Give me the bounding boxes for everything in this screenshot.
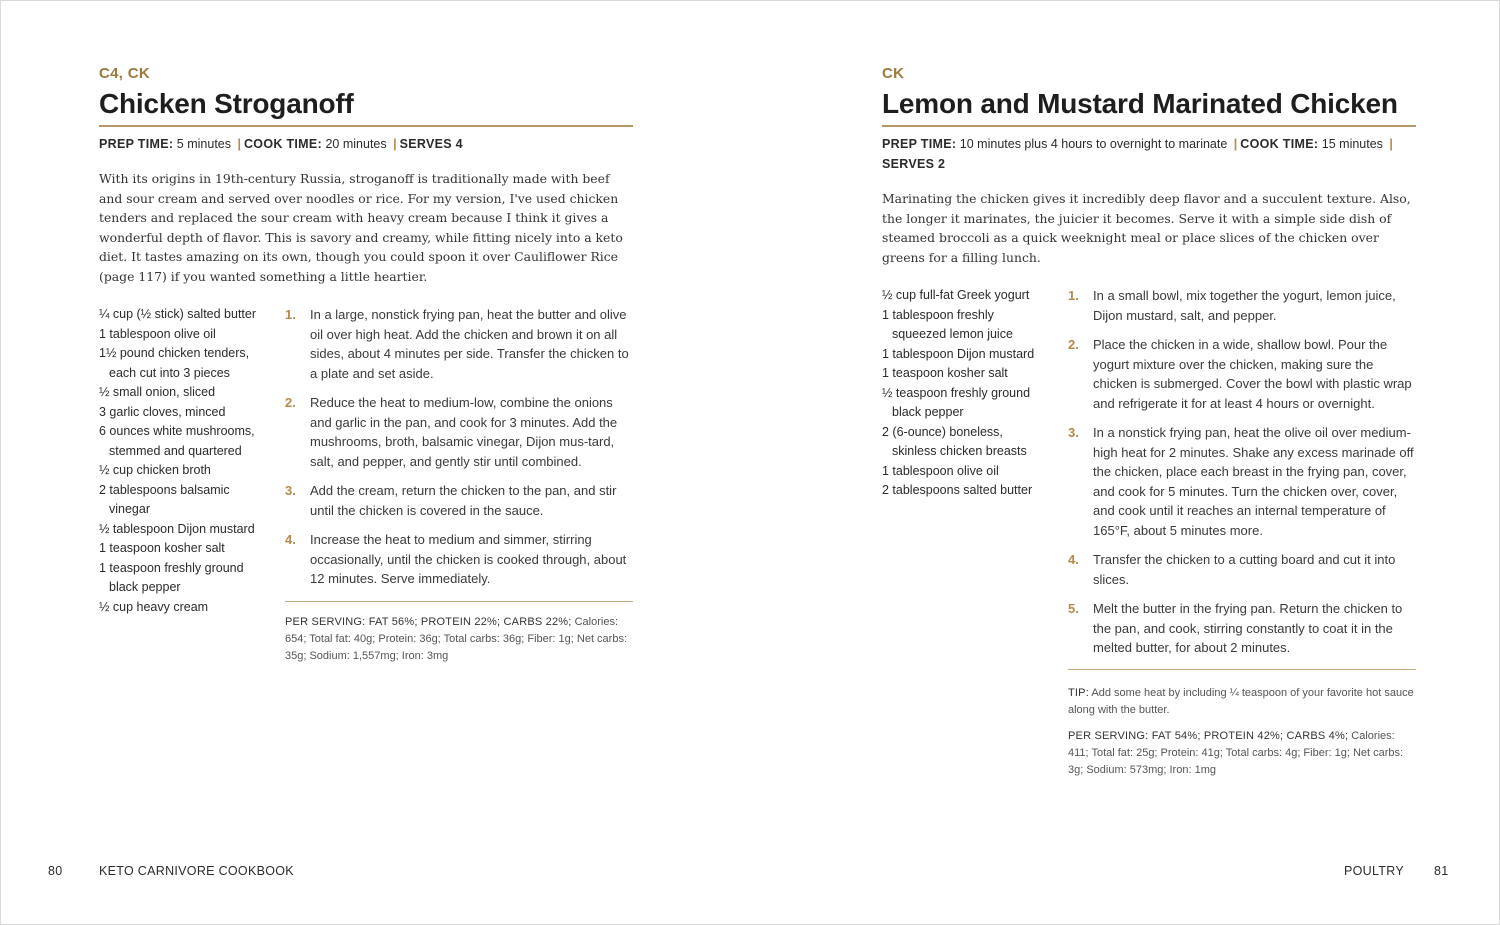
tip-label: TIP: xyxy=(1068,687,1089,699)
meta-separator: | xyxy=(1233,137,1238,151)
step-number: 3. xyxy=(285,483,296,498)
ingredient-item: 2 tablespoons salted butter xyxy=(882,483,1033,497)
step-text: Place the chicken in a wide, shallow bowl. Pour the yogurt mixture over the chicken, making sure the chicken is submerged. Cover the bowl with plastic wrap and refrigerate it for at least 4 hours or overnight. xyxy=(1093,337,1412,411)
page-number-right: 81 xyxy=(1434,864,1449,878)
recipe-title: Chicken Stroganoff xyxy=(99,88,354,119)
step-number: 2. xyxy=(285,395,296,410)
nutrition-info xyxy=(1068,728,1416,779)
step-text: In a nonstick frying pan, heat the olive oil over medium-high heat for 2 minutes. Shake any excess marinade off the chicken, place each breast in the frying pan, cover, and cook for 5 minutes. Turn the chicken over, cover, and cook until it reaches an internal temperature of 165°F, about 5 minutes more. xyxy=(1093,425,1414,538)
ingredient-item: ½ small onion, sliced xyxy=(99,385,216,399)
book-title: KETO CARNIVORE COOKBOOK xyxy=(99,864,294,878)
step-item xyxy=(285,305,633,383)
step-item xyxy=(285,481,633,520)
step-text: Transfer the chicken to a cutting board and cut it into slices. xyxy=(1093,552,1396,587)
step-number: 2. xyxy=(1068,337,1079,352)
step-number: 4. xyxy=(1068,552,1079,567)
step-item xyxy=(1068,599,1416,658)
nutrition-label: PER SERVING: FAT 54%; PROTEIN 42%; CARBS 4%; xyxy=(1068,730,1349,742)
meta-separator: | xyxy=(237,137,241,151)
step-item xyxy=(1068,550,1416,589)
step-text: In a large, nonstick frying pan, heat the butter and olive oil over high heat. Add the chicken and brown it on all sides, about 4 minutes per side. Transfer the chicken to a plate and set aside. xyxy=(310,307,629,381)
ingredient-item: ½ tablespoon Dijon mustard xyxy=(99,521,255,536)
cook-time-label: COOK TIME: xyxy=(243,137,322,151)
prep-time-label: PREP TIME: xyxy=(99,137,174,151)
ingredient-item: 1 teaspoon freshly ground black pepper xyxy=(99,560,244,594)
step-number: 3. xyxy=(1068,425,1079,440)
ingredient-item: ½ cup full-fat Greek yogurt xyxy=(882,288,1030,302)
ingredient-item: 1 teaspoon kosher salt xyxy=(99,541,225,555)
ingredient-item: ¼ cup (½ stick) salted butter xyxy=(99,307,257,321)
step-number: 5. xyxy=(1068,601,1079,616)
recipe-intro: Marinating the chicken gives it incredibly deep flavor and a succulent texture. Also, the longer it marinates, the juicier it becomes. Serve it with a simple side dish of steamed broccoli as a quick weeknight meal or place slices of the chicken over greens for a filling lunch. xyxy=(882,191,1411,265)
step-item xyxy=(285,393,633,471)
serves: SERVES 4 xyxy=(399,137,463,151)
nutrition-text: Calories: 411; Total fat: 25g; Protein: 41g; Total carbs: 4g; Fiber: 1g; Net carbs: 3g; Sodium: 573mg; Iron: 1mg xyxy=(1068,730,1404,776)
nutrition-label: PER SERVING: FAT 56%; PROTEIN 22%; CARBS 22%; xyxy=(285,616,572,628)
recipe-meta xyxy=(882,135,1416,174)
ingredient-item: 1 tablespoon freshly squeezed lemon juice xyxy=(882,307,1013,341)
step-text: Reduce the heat to medium-low, combine the onions and garlic in the pan, and cook for 3 minutes. Add the mushrooms, broth, balsamic vinegar, Dijon mus-tard, salt, and pepper, and gently stir until combined. xyxy=(310,395,618,469)
recipe-tags: CK xyxy=(882,65,905,82)
recipe-intro: With its origins in 19th-century Russia, stroganoff is traditionally made with beef and sour cream and served over noodles or rice. For my version, I've used chicken tenders and replaced the sour cream with heavy cream because I think it gives a wonderful depth of flavor. This is savory and creamy, while fitting nicely into a keto diet. It tastes amazing on its own, though you could spoon it over Cauliflower Rice (page 117) if you wanted something a little heartier. xyxy=(99,171,623,284)
step-item xyxy=(1068,286,1416,325)
title-rule xyxy=(882,125,1416,127)
meta-separator: | xyxy=(1389,137,1393,151)
ingredient-list xyxy=(99,305,267,617)
tip-rule xyxy=(1068,669,1416,670)
step-list xyxy=(1068,286,1416,668)
tip-text: Add some heat by including ¼ teaspoon of your favorite hot sauce along with the butter. xyxy=(1068,687,1414,716)
ingredient-item: 1 tablespoon olive oil xyxy=(99,326,216,341)
step-list xyxy=(285,305,633,599)
page-number-left: 80 xyxy=(48,864,63,878)
ingredient-item: 1 teaspoon kosher salt xyxy=(882,366,1008,380)
prep-time-value: 5 minutes xyxy=(176,137,231,151)
ingredient-item: ½ teaspoon freshly ground black pepper xyxy=(882,385,1031,419)
step-text: Melt the butter in the frying pan. Return the chicken to the pan, and cook, stirring constantly to coat it in the melted butter, for about 2 minutes. xyxy=(1093,601,1403,655)
ingredient-item: 2 tablespoons balsamic vinegar xyxy=(99,482,230,516)
nutrition-text: Calories: 654; Total fat: 40g; Protein: 36g; Total carbs: 36g; Fiber: 1g; Net carbs: 35g; Sodium: 1,557mg; Iron: 3mg xyxy=(285,616,628,662)
step-item xyxy=(1068,423,1416,540)
step-item xyxy=(1068,335,1416,413)
step-number: 1. xyxy=(285,307,296,322)
ingredient-item: 1½ pound chicken tenders, each cut into 3 pieces xyxy=(99,346,250,380)
ingredient-list xyxy=(882,286,1050,501)
ingredient-item: 1 tablespoon Dijon mustard xyxy=(882,346,1035,361)
step-text: Increase the heat to medium and simmer, stirring occasionally, until the chicken is cooked through, about 12 minutes. Serve immediately. xyxy=(310,532,627,586)
nutrition-info xyxy=(285,614,633,665)
ingredient-item: 1 tablespoon olive oil xyxy=(882,463,999,478)
cook-time-value: 20 minutes xyxy=(325,137,387,151)
prep-time-label: PREP TIME: xyxy=(882,137,957,151)
ingredient-item: 6 ounces white mushrooms, stemmed and quartered xyxy=(99,424,255,458)
ingredient-item: ½ cup heavy cream xyxy=(99,599,209,614)
step-number: 1. xyxy=(1068,288,1079,303)
recipe-meta xyxy=(99,135,633,155)
recipe-tags: C4, CK xyxy=(99,65,150,82)
section-name: POULTRY xyxy=(1344,864,1404,878)
step-text: Add the cream, return the chicken to the pan, and stir until the chicken is covered in the sauce. xyxy=(310,483,617,518)
ingredient-item: 3 garlic cloves, minced xyxy=(99,404,226,419)
tip xyxy=(1068,685,1416,719)
ingredient-item: ½ cup chicken broth xyxy=(99,463,211,477)
step-text: In a small bowl, mix together the yogurt, lemon juice, Dijon mustard, salt, and pepper. xyxy=(1093,288,1396,323)
ingredient-item: 2 (6-ounce) boneless, skinless chicken breasts xyxy=(882,424,1027,458)
prep-time-value: 10 minutes plus 4 hours to overnight to marinate xyxy=(959,137,1228,151)
nutrition-rule xyxy=(285,601,633,602)
step-item xyxy=(285,530,633,589)
title-rule xyxy=(99,125,633,127)
recipe-title: Lemon and Mustard Marinated Chicken xyxy=(882,88,1398,119)
cook-time-label: COOK TIME: xyxy=(1240,137,1319,151)
meta-separator: | xyxy=(393,137,397,151)
step-number: 4. xyxy=(285,532,296,547)
cook-time-value: 15 minutes xyxy=(1321,137,1383,151)
serves: SERVES 2 xyxy=(882,156,946,171)
